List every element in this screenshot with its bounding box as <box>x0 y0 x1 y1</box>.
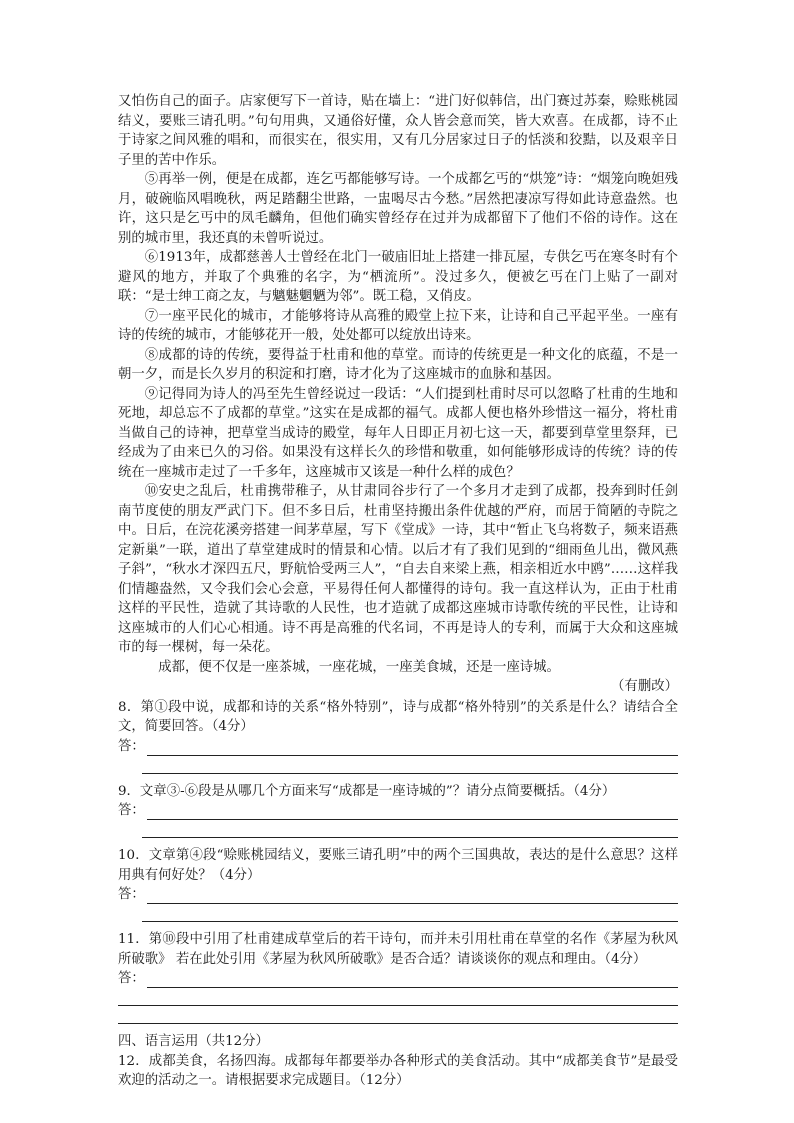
answer-line[interactable] <box>147 973 678 988</box>
answer-row-11 <box>118 969 678 988</box>
paragraph-6: ⑥1913年，成都慈善人士曾经在北门一破庙旧址上搭建一排瓦屋，专供乞丐在寒冬时有个避风的地方，并取了个典雅的名字，为“栖流所”。没过多久，便被乞丐在门上贴了一副对联：“是士绅工商之友，与魑魅魍魉为邻”。既工稳，又俏皮。 <box>118 250 678 304</box>
question-10: 10．文章第④段“赊账桃园结义，要账三请孔明”中的两个三国典故，表达的是什么意思？这样用典有何好处？（4分） <box>118 848 678 883</box>
question-9: 9．文章③-⑥段是从哪几个方面来写“成都是一座诗城的”？请分点简要概括。（4分） <box>118 783 616 799</box>
question-8: 8．第①段中说，成都和诗的关系“格外特别”，诗与成都“格外特别”的关系是什么？请结合全文，简要回答。（4分） <box>118 699 678 734</box>
edit-note: （有删改） <box>611 679 678 694</box>
answer-row-9 <box>118 801 678 820</box>
paragraph-8: ⑧成都的诗的传统，要得益于杜甫和他的草堂。而诗的传统更是一种文化的底蕴，不是一朝一夕，而是长久岁月的积淀和打磨，诗才化为了这座城市的血脉和基因。 <box>118 347 678 382</box>
question-12: 12．成都美食，名扬四海。成都每年都要举办各种形式的美食活动。其中“成都美食节”是最受欢迎的活动之一。请根据要求完成题目。（12分） <box>118 1053 678 1088</box>
paragraph-11: 成都，便不仅是一座茶城，一座花城，一座美食城，还是一座诗城。 <box>158 659 560 675</box>
answer-line[interactable] <box>142 820 678 838</box>
answer-label: 答： <box>118 738 145 754</box>
paragraph-10: ⑩安史之乱后，杜甫携带稚子，从甘肃同谷步行了一个多月才走到了成都，投奔到时任剑南节度使的朋友严武门下。但不多日后，杜甫坚持搬出条件优越的严府，而居于简陋的寺院之中。日后，在浣花溪旁搭建一间茅草屋，写下《堂成》一诗，其中“暂止飞乌将数子，频来语燕定新巢”一联，道出了草堂建成时的情景和心情。以后才有了我们见到的“细雨鱼儿出，微风燕子斜”，“秋水才深四五尺，野航恰受两三人”，“自去自来梁上燕，相亲相近水中鸥”……这样我们情趣盎然，又令我们会心会意，平易得任何人都懂得的诗句。我一直这样认为，正由于杜甫这样的平民性，造就了其诗歌的人民性，也才造就了成都这座城市诗歌传统的平民性，让诗和这座城市的人们心心相通。诗不再是高雅的代名词，不再是诗人的专利，而属于大众和这座城市的每一棵树，每一朵花。 <box>118 484 678 655</box>
answer-line[interactable] <box>142 756 678 774</box>
answer-label: 答： <box>118 887 145 902</box>
answer-row-10 <box>118 885 678 904</box>
paragraph-7: ⑦一座平民化的城市，才能够将诗从高雅的殿堂上拉下来，让诗和自己平起平坐。一座有诗的传统的城市，才能够花开一般，处处都可以绽放出诗来。 <box>118 308 678 343</box>
answer-line[interactable] <box>147 741 678 756</box>
answer-line[interactable] <box>147 805 678 820</box>
document-page <box>118 92 678 1091</box>
question-11: 11．第⑩段中引用了杜甫建成草堂后的若干诗句，而并未引用杜甫在草堂的名作《茅屋为秋风所破歌》 若在此处引用《茅屋为秋风所破歌》是否合适？请谈谈你的观点和理由。（4分） <box>118 932 678 967</box>
answer-row-8 <box>118 737 678 756</box>
answer-line[interactable] <box>142 904 678 922</box>
answer-label: 答： <box>118 971 145 986</box>
answer-line[interactable] <box>147 889 678 904</box>
answer-line[interactable] <box>118 1006 678 1024</box>
section-4-title: 四、语言运用（共12分） <box>118 1034 269 1049</box>
paragraph-9: ⑨记得同为诗人的冯至先生曾经说过一段话：“人们提到杜甫时尽可以忽略了杜甫的生地和死地，却总忘不了成都的草堂。”这实在是成都的福气。成都人便也格外珍惜这一福分，将杜甫当做自己的诗神，把草堂当成诗的殿堂，每年人日即正月初七这一天，都要到草堂里祭拜，已经成为了由来已久的习俗。如果没有这样长久的珍惜和敬重，如何能够形成诗的传统？诗的传统在一座城市走过了一千多年，这座城市又该是一种什么样的成色？ <box>118 386 678 480</box>
answer-label: 答： <box>118 803 145 818</box>
paragraph-5: ⑤再举一例，便是在成都，连乞丐都能够写诗。一个成都乞丐的“烘笼”诗：“烟笼向晚妲残月，破碗临风唱晚秋，两足踏翻尘世路，一盅喝尽古今愁。”居然把凄凉写得如此诗意盎然。也许，这只是乞丐中的凤毛麟角，但他们确实曾经存在过并为成都留下了他们不俗的诗作。这在别的城市里，我还真的未曾听说过。 <box>118 172 678 246</box>
paragraph-continued: 又怕伤自己的面子。店家便写下一首诗，贴在墙上：“进门好似韩信，出门赛过苏秦，赊账桃园结义，要账三请孔明。”句句用典，又通俗好懂，众人皆会意而笑，皆大欢喜。在成都，诗不止于诗家之间风雅的唱和，而很实在，很实用，又有几分居家过日子的恬淡和狡黠，以及艰辛日子里的苦中作乐。 <box>118 94 678 168</box>
answer-line[interactable] <box>118 988 678 1006</box>
